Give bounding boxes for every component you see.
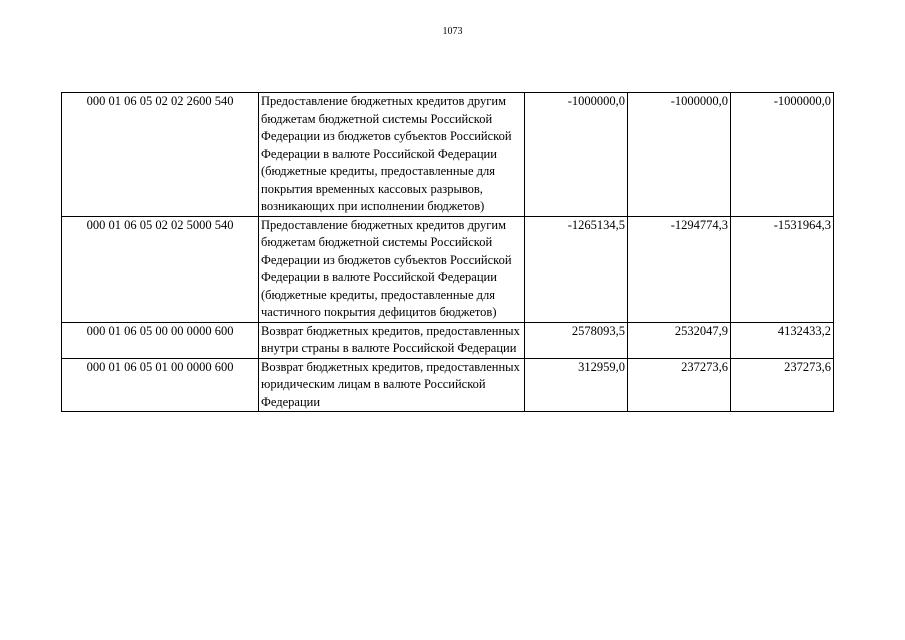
amount-year-2: 237273,6 — [628, 358, 731, 412]
amount-year-2: -1294774,3 — [628, 216, 731, 322]
table-row — [62, 358, 834, 412]
budget-classification-code: 000 01 06 05 00 00 0000 600 — [62, 322, 259, 358]
source-description: Возврат бюджетных кредитов, предоставленных внутри страны в валюте Российской Федерации — [259, 322, 525, 358]
amount-year-2: 2532047,9 — [628, 322, 731, 358]
amount-year-1: 312959,0 — [525, 358, 628, 412]
amount-year-1: -1265134,5 — [525, 216, 628, 322]
amount-year-3: -1531964,3 — [731, 216, 834, 322]
amount-year-2: -1000000,0 — [628, 93, 731, 217]
budget-classification-code: 000 01 06 05 01 00 0000 600 — [62, 358, 259, 412]
budget-classification-code: 000 01 06 05 02 02 2600 540 — [62, 93, 259, 217]
table-row — [62, 216, 834, 322]
table-row — [62, 322, 834, 358]
amount-year-3: 4132433,2 — [731, 322, 834, 358]
amount-year-1: 2578093,5 — [525, 322, 628, 358]
source-description: Возврат бюджетных кредитов, предоставленных юридическим лицам в валюте Российской Федерации — [259, 358, 525, 412]
budget-classification-code: 000 01 06 05 02 02 5000 540 — [62, 216, 259, 322]
table-row — [62, 93, 834, 217]
budget-sources-table — [61, 92, 834, 412]
source-description: Предоставление бюджетных кредитов другим бюджетам бюджетной системы Российской Федерации из бюджетов субъектов Российской Федерации в валюте Российской Федерации (бюджетные кредиты, предоставленные для частичного покрытия дефицитов бюджетов) — [259, 216, 525, 322]
amount-year-3: -1000000,0 — [731, 93, 834, 217]
source-description: Предоставление бюджетных кредитов другим бюджетам бюджетной системы Российской Федерации из бюджетов субъектов Российской Федерации в валюте Российской Федерации (бюджетные кредиты, предоставленные для покрытия временных кассовых разрывов, возникающих при исполнении бюджетов) — [259, 93, 525, 217]
page-number: 1073 — [442, 26, 463, 37]
amount-year-3: 237273,6 — [731, 358, 834, 412]
amount-year-1: -1000000,0 — [525, 93, 628, 217]
